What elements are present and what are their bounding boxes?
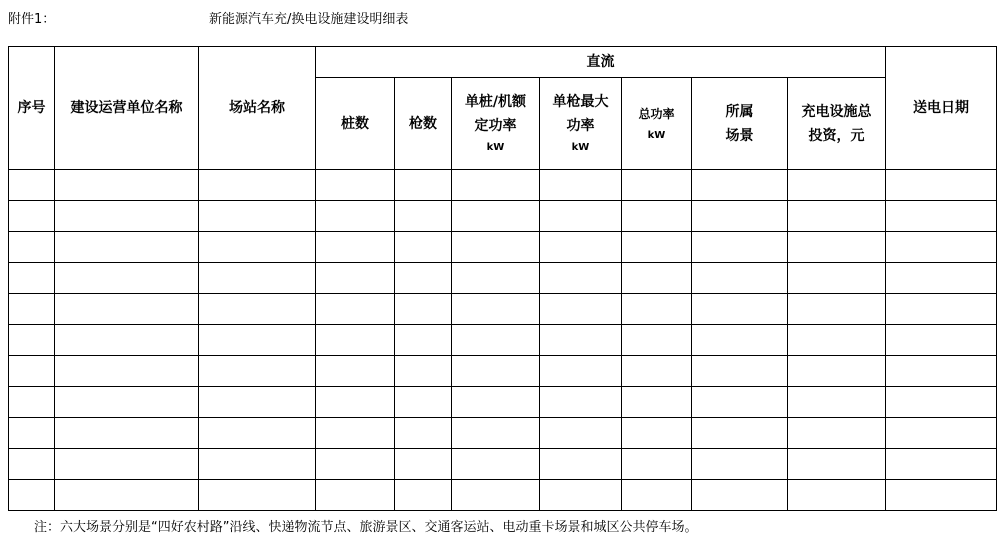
- table-cell: [788, 294, 886, 325]
- table-cell: [9, 325, 55, 356]
- table-cell: [9, 387, 55, 418]
- table-cell: [540, 325, 622, 356]
- table-cell: [788, 480, 886, 511]
- table-cell: [9, 480, 55, 511]
- table-cell: [540, 170, 622, 201]
- total-power-label: 总功率: [638, 106, 675, 121]
- header-seq: 序号: [9, 47, 55, 170]
- scenario-line1: 所属: [725, 103, 754, 120]
- table-cell: [199, 263, 316, 294]
- table-cell: [886, 325, 997, 356]
- table-cell: [316, 294, 395, 325]
- header-piles: 桩数: [316, 78, 395, 170]
- table-cell: [692, 263, 788, 294]
- table-cell: [55, 325, 199, 356]
- table-row: [9, 325, 997, 356]
- header-total-power: [622, 78, 692, 170]
- table-cell: [622, 294, 692, 325]
- table-cell: [886, 356, 997, 387]
- table-cell: [692, 325, 788, 356]
- table-cell: [886, 418, 997, 449]
- table-cell: [316, 449, 395, 480]
- table-cell: [452, 201, 540, 232]
- table-cell: [886, 170, 997, 201]
- table-cell: [886, 480, 997, 511]
- table-cell: [9, 294, 55, 325]
- table-cell: [622, 232, 692, 263]
- table-cell: [395, 201, 452, 232]
- table-cell: [622, 263, 692, 294]
- table-cell: [622, 356, 692, 387]
- table-cell: [452, 170, 540, 201]
- table-cell: [692, 356, 788, 387]
- table-cell: [199, 201, 316, 232]
- table-cell: [316, 263, 395, 294]
- table-cell: [395, 418, 452, 449]
- max-gun-power-line2: 功率: [566, 117, 595, 134]
- table-cell: [55, 294, 199, 325]
- table-cell: [395, 294, 452, 325]
- detail-table: [8, 46, 997, 511]
- table-cell: [316, 325, 395, 356]
- table-cell: [886, 449, 997, 480]
- table-cell: [788, 170, 886, 201]
- header-dc-group: 直流: [316, 47, 886, 78]
- table-cell: [199, 356, 316, 387]
- table-cell: [452, 387, 540, 418]
- table-cell: [622, 387, 692, 418]
- table-cell: [692, 449, 788, 480]
- table-cell: [395, 480, 452, 511]
- scenario-line2: 场景: [725, 127, 754, 144]
- table-cell: [452, 263, 540, 294]
- table-cell: [316, 418, 395, 449]
- table-cell: [692, 232, 788, 263]
- table-cell: [788, 449, 886, 480]
- table-cell: [199, 449, 316, 480]
- table-cell: [395, 387, 452, 418]
- table-cell: [692, 201, 788, 232]
- table-cell: [55, 449, 199, 480]
- table-cell: [788, 263, 886, 294]
- table-cell: [395, 232, 452, 263]
- header-operator: 建设运营单位名称: [55, 47, 199, 170]
- table-cell: [452, 325, 540, 356]
- table-cell: [452, 356, 540, 387]
- table-cell: [316, 170, 395, 201]
- header-station: 场站名称: [199, 47, 316, 170]
- table-cell: [622, 201, 692, 232]
- table-cell: [886, 263, 997, 294]
- table-row: [9, 294, 997, 325]
- table-cell: [395, 170, 452, 201]
- table-cell: [540, 449, 622, 480]
- table-cell: [692, 418, 788, 449]
- table-body: [9, 170, 997, 511]
- total-power-unit: kW: [647, 129, 666, 141]
- table-cell: [199, 480, 316, 511]
- header-scenario: [692, 78, 788, 170]
- table-cell: [540, 418, 622, 449]
- table-cell: [316, 201, 395, 232]
- table-cell: [9, 201, 55, 232]
- table-cell: [316, 480, 395, 511]
- table-cell: [199, 387, 316, 418]
- table-cell: [692, 387, 788, 418]
- table-cell: [886, 294, 997, 325]
- table-cell: [199, 325, 316, 356]
- table-row: [9, 356, 997, 387]
- table-row: [9, 263, 997, 294]
- table-cell: [540, 294, 622, 325]
- table-cell: [622, 170, 692, 201]
- footnote: 注：六大场景分别是“四好农村路”沿线、快递物流节点、旅游景区、交通客运站、电动重卡场景和城区公共停车场。: [34, 520, 698, 535]
- table-cell: [452, 449, 540, 480]
- table-cell: [452, 294, 540, 325]
- table-cell: [622, 480, 692, 511]
- table-cell: [55, 232, 199, 263]
- table-cell: [622, 418, 692, 449]
- table-cell: [9, 356, 55, 387]
- document-title: 新能源汽车充/换电设施建设明细表: [209, 12, 409, 27]
- table-cell: [55, 418, 199, 449]
- table-cell: [692, 170, 788, 201]
- table-cell: [316, 387, 395, 418]
- investment-line2: 投资，元: [808, 127, 865, 144]
- table-cell: [540, 201, 622, 232]
- table-cell: [9, 232, 55, 263]
- header-investment: [788, 78, 886, 170]
- header-max-gun-power: [540, 78, 622, 170]
- table-row: [9, 232, 997, 263]
- table-cell: [886, 232, 997, 263]
- table-cell: [9, 449, 55, 480]
- table-cell: [55, 356, 199, 387]
- rated-power-unit: kW: [486, 141, 505, 153]
- table-cell: [9, 170, 55, 201]
- table-cell: [886, 387, 997, 418]
- table-cell: [316, 356, 395, 387]
- table-cell: [395, 263, 452, 294]
- table-cell: [540, 263, 622, 294]
- table-cell: [452, 418, 540, 449]
- header-guns: 枪数: [395, 78, 452, 170]
- header-rated-power: [452, 78, 540, 170]
- table-cell: [788, 418, 886, 449]
- table-cell: [886, 201, 997, 232]
- header-power-on-date: 送电日期: [886, 47, 997, 170]
- table-cell: [55, 387, 199, 418]
- table-row: [9, 201, 997, 232]
- table-cell: [692, 480, 788, 511]
- investment-line1: 充电设施总: [801, 103, 872, 120]
- table-cell: [55, 201, 199, 232]
- table-row: [9, 449, 997, 480]
- table-cell: [55, 480, 199, 511]
- table-cell: [540, 356, 622, 387]
- table-cell: [540, 387, 622, 418]
- table-cell: [540, 480, 622, 511]
- table-cell: [540, 232, 622, 263]
- rated-power-line1: 单桩/机额: [464, 93, 527, 110]
- max-gun-power-line1: 单枪最大: [552, 93, 609, 110]
- table-cell: [622, 449, 692, 480]
- table-cell: [316, 232, 395, 263]
- table-cell: [199, 232, 316, 263]
- table-cell: [622, 325, 692, 356]
- table-cell: [55, 170, 199, 201]
- table-cell: [9, 418, 55, 449]
- table-cell: [55, 263, 199, 294]
- table-cell: [788, 325, 886, 356]
- table-row: [9, 418, 997, 449]
- rated-power-line2: 定功率: [474, 117, 517, 134]
- table-cell: [395, 356, 452, 387]
- table-row: [9, 387, 997, 418]
- table-cell: [788, 356, 886, 387]
- table-cell: [692, 294, 788, 325]
- table-cell: [788, 201, 886, 232]
- table-cell: [788, 387, 886, 418]
- table-cell: [395, 325, 452, 356]
- table-row: [9, 480, 997, 511]
- table-row: [9, 170, 997, 201]
- table-cell: [199, 294, 316, 325]
- attachment-label: 附件1：: [8, 12, 56, 27]
- table-cell: [199, 170, 316, 201]
- max-gun-power-unit: kW: [571, 141, 590, 153]
- table-cell: [788, 232, 886, 263]
- table-cell: [395, 449, 452, 480]
- table-cell: [452, 232, 540, 263]
- table-cell: [199, 418, 316, 449]
- table-cell: [9, 263, 55, 294]
- table-cell: [452, 480, 540, 511]
